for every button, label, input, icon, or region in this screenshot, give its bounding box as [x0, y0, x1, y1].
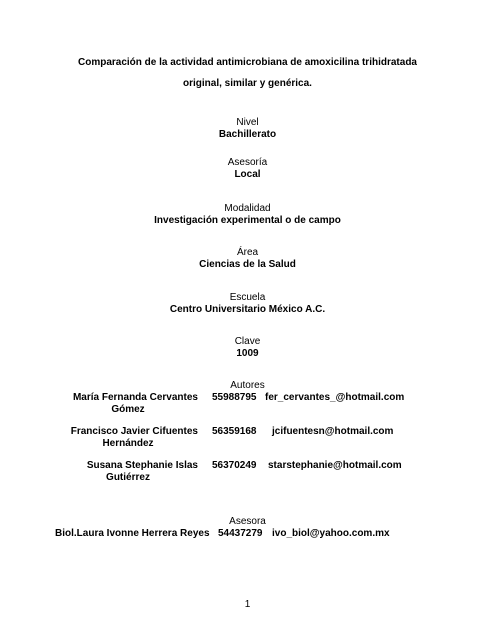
area-value: Ciencias de la Salud — [199, 259, 296, 270]
asesora-email: ivo_biol@yahoo.com.mx — [272, 528, 390, 539]
title-line-1: Comparación de la actividad antimicrobiana de amoxicilina trihidratada — [78, 57, 417, 68]
title-line-2: original, similar y genérica. — [183, 78, 312, 89]
asesora-phone: 54437279 — [218, 528, 263, 539]
clave-label: Clave — [234, 336, 261, 347]
modalidad-label: Modalidad — [224, 203, 271, 214]
author-2-name-line1: Francisco Javier Cifuentes — [70, 426, 198, 437]
escuela-label: Escuela — [229, 292, 266, 303]
author-2-email: jcifuentesn@hotmail.com — [272, 426, 394, 437]
clave-value: 1009 — [236, 348, 259, 359]
author-1-phone: 55988795 — [212, 392, 257, 403]
modalidad-value: Investigación experimental o de campo — [154, 215, 341, 226]
author-3-name-line2: Gutiérrez — [106, 472, 150, 483]
escuela-value: Centro Universitario México A.C. — [169, 304, 326, 315]
area-label: Área — [236, 247, 259, 258]
asesoria-label: Asesoría — [227, 157, 268, 168]
author-2-name-line2: Hernández — [102, 438, 154, 449]
nivel-label: Nivel — [236, 117, 259, 128]
nivel-value: Bachillerato — [218, 129, 277, 140]
asesoria-value: Local — [234, 169, 261, 180]
author-3-email: starstephanie@hotmail.com — [268, 460, 402, 471]
author-3-name-line1: Susana Stephanie Islas — [86, 460, 198, 471]
author-1-name-line1: María Fernanda Cervantes — [72, 392, 198, 403]
asesora-name: Biol.Laura Ivonne Herrera Reyes — [55, 528, 210, 539]
author-3-phone: 56370249 — [212, 460, 257, 471]
author-1-name-line2: Gómez — [111, 404, 145, 415]
asesora-label: Asesora — [229, 516, 266, 527]
autores-label: Autores — [230, 380, 265, 391]
author-1-email: fer_cervantes_@hotmail.com — [265, 392, 405, 403]
page-number: 1 — [244, 599, 251, 610]
author-2-phone: 56359168 — [212, 426, 257, 437]
